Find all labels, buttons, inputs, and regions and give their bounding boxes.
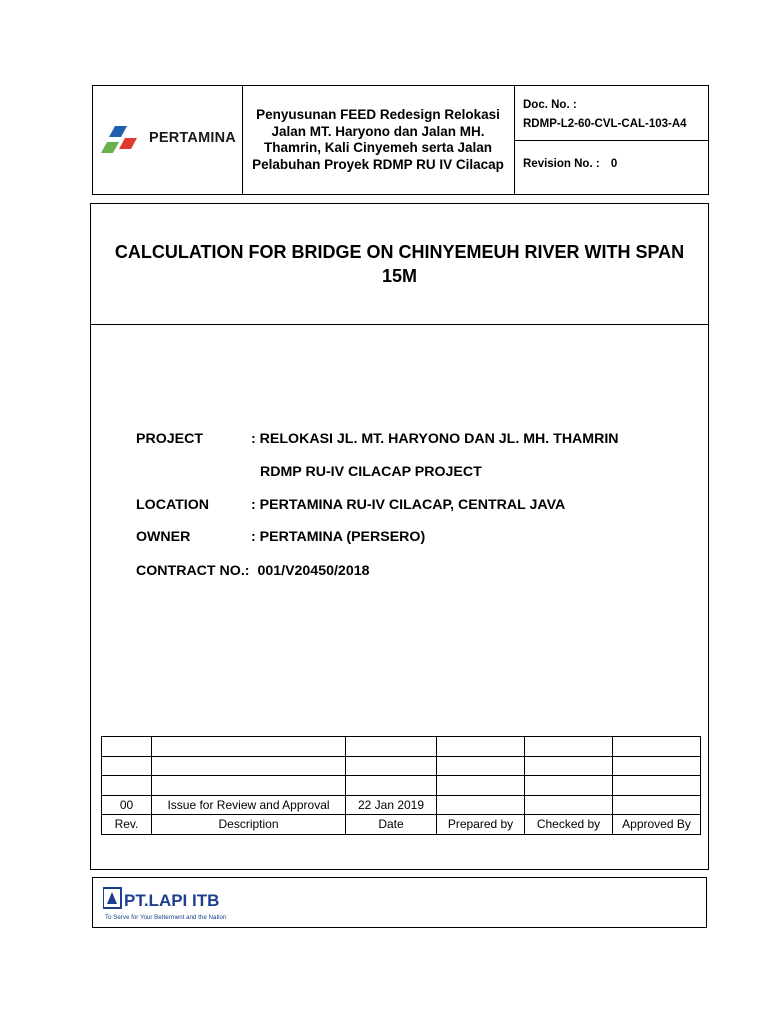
- table-cell: Issue for Review and Approval: [152, 795, 346, 815]
- table-cell: [437, 776, 525, 796]
- table-cell: [102, 737, 152, 757]
- table-cell: 00: [102, 795, 152, 815]
- document-body: [90, 203, 709, 870]
- table-cell: [437, 795, 525, 815]
- table-cell: [613, 756, 701, 776]
- project-value: : RELOKASI JL. MT. HARYONO DAN JL. MH. THAMRIN: [251, 431, 619, 447]
- table-header-cell: Rev.: [102, 815, 152, 835]
- location-value: : PERTAMINA RU-IV CILACAP, CENTRAL JAVA: [251, 497, 566, 513]
- revision-table: [101, 736, 701, 835]
- doc-number-block: [515, 86, 708, 141]
- owner-label: OWNER: [136, 529, 191, 545]
- table-cell: [152, 737, 346, 757]
- location-label: LOCATION: [136, 497, 210, 513]
- table-row: [102, 795, 701, 815]
- revision-block: [515, 142, 708, 194]
- logo-cell: [93, 86, 243, 194]
- table-cell: [613, 776, 701, 796]
- table-cell: [346, 737, 437, 757]
- table-header-cell: Approved By: [613, 815, 701, 835]
- project-value-2: RDMP RU-IV CILACAP PROJECT: [260, 464, 482, 480]
- table-header-cell: Description: [152, 815, 346, 835]
- table-cell: [525, 776, 613, 796]
- table-cell: [152, 756, 346, 776]
- table-cell: [437, 737, 525, 757]
- contract-label: CONTRACT NO.:: [136, 563, 250, 579]
- table-cell: [525, 795, 613, 815]
- lapi-itb-logo-graphic: [103, 886, 243, 922]
- document-title: CALCULATION FOR BRIDGE ON CHINYEMEUH RIVER WITH SPAN 15M: [91, 204, 708, 325]
- revision-value: 0: [610, 158, 618, 170]
- table-header-cell: Prepared by: [437, 815, 525, 835]
- pertamina-logo: [101, 122, 239, 156]
- table-header-cell: Checked by: [525, 815, 613, 835]
- pertamina-emblem-icon: [101, 122, 147, 156]
- table-cell: 22 Jan 2019: [346, 795, 437, 815]
- table-cell: [346, 756, 437, 776]
- table-cell: [437, 756, 525, 776]
- table-cell: [525, 756, 613, 776]
- lapi-tagline: To Serve for Your Betterment and the Nation: [105, 914, 227, 921]
- contract-row: [136, 563, 370, 579]
- project-title: Penyusunan FEED Redesign Relokasi Jalan MT. Haryono dan Jalan MH. Thamrin, Kali Cinyemeh serta Jalan Pelabuhan Proyek RDMP RU IV Cilacap: [242, 86, 515, 194]
- table-cell: [525, 737, 613, 757]
- table-cell: [102, 776, 152, 796]
- pertamina-logo-text: PERTAMINA: [149, 130, 236, 146]
- document-header: [92, 85, 709, 195]
- table-row: [102, 737, 701, 757]
- table-cell: [152, 776, 346, 796]
- doc-no-label: Doc. No. :: [523, 99, 577, 111]
- document-footer: [92, 877, 707, 928]
- project-label: PROJECT: [136, 431, 204, 447]
- lapi-itb-logo: [103, 886, 243, 922]
- table-cell: [346, 776, 437, 796]
- contract-value: 001/V20450/2018: [257, 563, 370, 579]
- table-header-cell: Date: [346, 815, 437, 835]
- doc-info-cell: [515, 86, 708, 194]
- table-cell: [102, 756, 152, 776]
- revision-label: Revision No. :: [523, 158, 600, 170]
- owner-value: : PERTAMINA (PERSERO): [251, 529, 426, 545]
- table-header-row: [102, 815, 701, 835]
- doc-no-value: RDMP-L2-60-CVL-CAL-103-A4: [523, 118, 687, 130]
- table-row: [102, 756, 701, 776]
- table-cell: [613, 795, 701, 815]
- lapi-logo-text: PT.LAPI ITB: [124, 891, 220, 910]
- table-cell: [613, 737, 701, 757]
- table-row: [102, 776, 701, 796]
